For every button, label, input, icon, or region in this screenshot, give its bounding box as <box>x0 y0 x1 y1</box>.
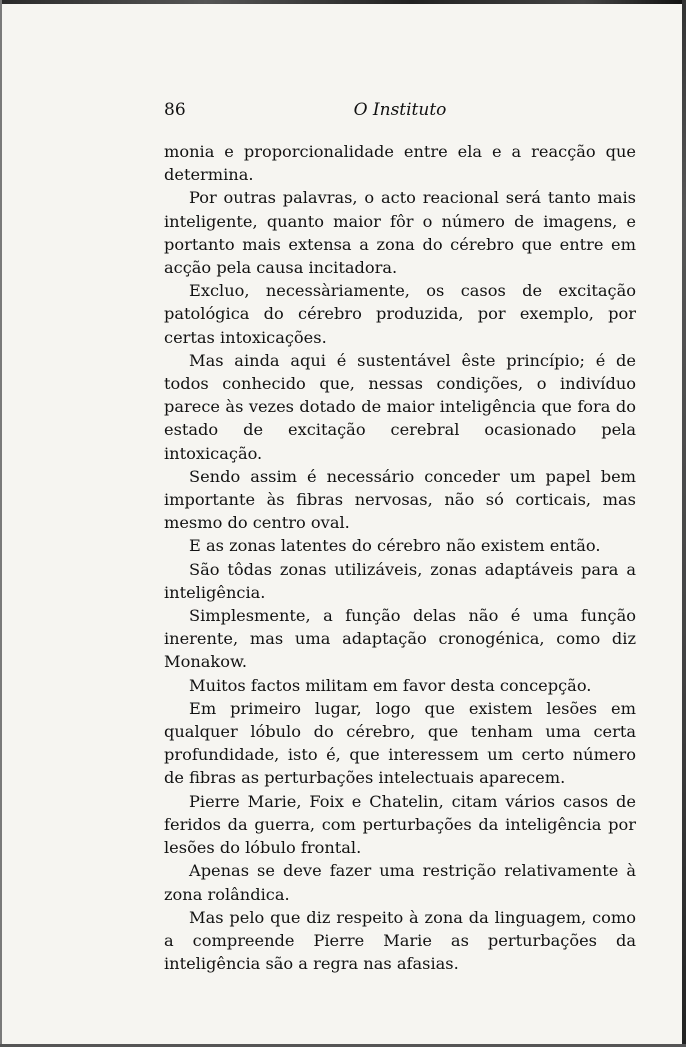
paragraph: Em primeiro lugar, logo que existem lesões em qualquer lóbulo do cérebro, que tenham uma certa profundidade, isto é, que interessem um certo número de fibras as perturbações intelectuais aparecem. <box>164 698 636 788</box>
paragraph: Mas pelo que diz respeito à zona da linguagem, como a compreende Pierre Marie as perturbações da inteligência são a regra nas afasias. <box>164 907 636 974</box>
paragraph: São tôdas zonas utilizáveis, zonas adaptáveis para a inteligência. <box>164 559 636 602</box>
paragraph: Por outras palavras, o acto reacional será tanto mais inteligente, quanto maior fôr o número de imagens, e portanto mais extensa a zona do cérebro que entre em acção pela causa incitadora. <box>164 188 636 278</box>
page-left-edge <box>0 0 2 1047</box>
page-right-edge <box>682 0 686 1047</box>
paragraph: Apenas se deve fazer uma restrição relativamente à zona rolândica. <box>164 861 636 904</box>
paragraph: Excluo, necessàriamente, os casos de excitação patológica do cérebro produzida, por exemplo, por certas intoxicações. <box>164 281 636 347</box>
paragraph: Muitos factos militam em favor desta concepção. <box>189 675 592 695</box>
paragraph: monia e proporcionalidade entre ela e a reacção que determina. <box>164 142 636 185</box>
paragraph: Simplesmente, a função delas não é uma função inerente, mas uma adaptação cronogénica, como diz Monakow. <box>164 606 636 672</box>
page-top-edge <box>0 0 686 4</box>
page-number: 86 <box>164 100 186 120</box>
body-text <box>164 140 636 975</box>
paragraph: E as zonas latentes do cérebro não existem então. <box>189 536 601 556</box>
paragraph: Pierre Marie, Foix e Chatelin, citam vários casos de feridos da guerra, com perturbações da inteligência por lesões do lóbulo frontal. <box>164 791 636 858</box>
paragraph: Sendo assim é necessário conceder um papel bem importante às fibras nervosas, não só corticais, mas mesmo do centro oval. <box>164 466 636 533</box>
page-header <box>164 100 636 126</box>
running-title: O Instituto <box>353 100 447 120</box>
paragraph: Mas ainda aqui é sustentável êste princípio; é de todos conhecido que, nessas condições, o indivíduo parece às vezes dotado de maior inteligência que fora do estado de excitação cerebral ocasionado pela intoxicação. <box>164 350 636 463</box>
